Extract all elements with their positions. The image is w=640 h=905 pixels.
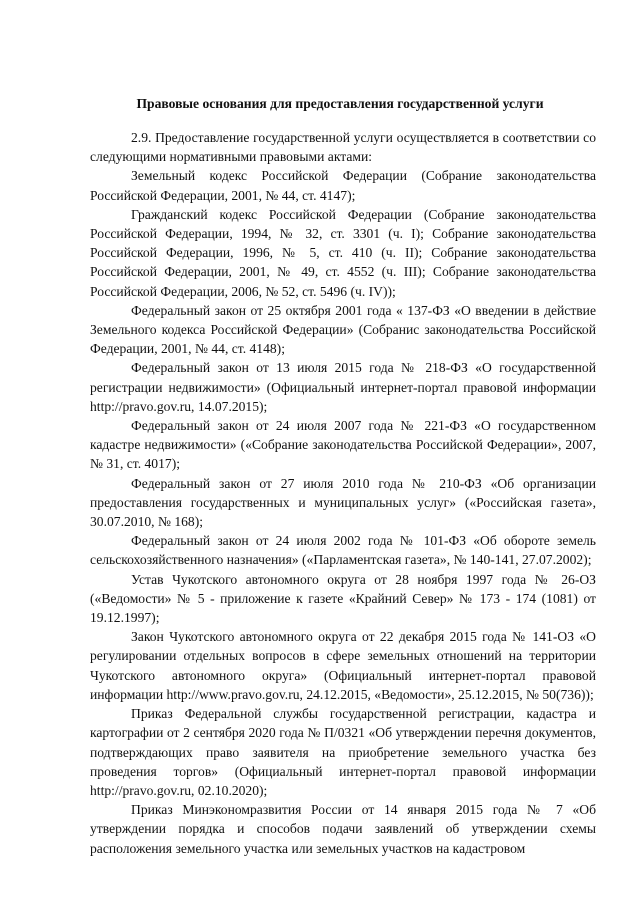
paragraph-order-p0321: Приказ Федеральной службы государственной регистрации, кадастра и картографии от 2 сентября 2020 года № П/0321 «Об утверждении перечня документов, подтверждающих право заявителя на приобретение земельного участка без проведения торгов» (Официальный интернет-портал правовой информации http://pravo.gov.ru, 02.10.2020); xyxy=(90,706,596,798)
paragraph-charter: Устав Чукотского автономного округа от 28 ноября 1997 года № 26-ОЗ («Ведомости» № 5 - приложение к газете «Крайний Север» № 173 - 174 (1081) от 19.12.1997); xyxy=(90,571,596,626)
paragraph-law-221: Федеральный закон от 24 июля 2007 года № 221-ФЗ «О государственном кадастре недвижимости» («Собрание законодательства Российской Федерации», 2007, № 31, ст. 4017); xyxy=(90,418,596,472)
paragraph-law-210: Федеральный закон от 27 июля 2010 года № 210-ФЗ «Об организации предоставления государственных и муниципальных услуг» («Российская газета», 30.07.2010, № 168); xyxy=(90,475,596,530)
paragraph-civil-code: Гражданский кодекс Российской Федерации (Собрание законодательства Российской Федерации, 1994, № 32, ст. 3301 (ч. I); Собрание законодательства Российской Федерации, 1996, № 5, ст. 410 (ч. II); Собрание законодательства Российской Федерации, 2001, № 49, ст. 4552 (ч. III); Собрание законодательства Российской Федерации, 2006, № 52, ст. 5496 (ч. IV)); xyxy=(90,206,596,299)
paragraph-law-218: Федеральный закон от 13 июля 2015 года № 218-ФЗ «О государственной регистрации недвижимости» (Официальный интернет-портал правовой информации http://pravo.gov.ru, 14.07.2015); xyxy=(90,360,596,414)
document-page xyxy=(90,95,596,858)
paragraph-law-101: Федеральный закон от 24 июля 2002 года № 101-ФЗ «Об обороте земель сельскохозяйственного назначения» («Парламентская газета», № 140-141, 27.07.2002); xyxy=(90,533,596,568)
paragraph-order-7: Приказ Минэкономразвития России от 14 января 2015 года № 7 «Об утверждении порядка и способов подачи заявлений об утверждении схемы расположения земельного участка или земельных участков на кадастровом xyxy=(90,802,596,856)
paragraph-intro: 2.9. Предоставление государственной услуги осуществляется в соответствии со следующими нормативными правовыми актами: xyxy=(90,130,596,165)
paragraph-law-137: Федеральный закон от 25 октября 2001 года « 137-ФЗ «О введении в действие Земельного кодекса Российской Федерации» (Собранис законодательства Российской Федерации, 2001, № 44, ст. 4148); xyxy=(90,302,596,357)
paragraph-land-code: Земельный кодекс Российской Федерации (Собрание законодательства Российской Федерации, 2001, № 44, ст. 4147); xyxy=(90,168,596,203)
paragraph-law-141-oz: Закон Чукотского автономного округа от 22 декабря 2015 года № 141-ОЗ «О регулировании отдельных вопросов в сфере земельных отношений на территории Чукотского автономного округа» (Официальный интернет-портал правовой информации http://www.pravo.gov.ru, 24.12.2015, «Ведомости», 25.12.2015, № 50(736)); xyxy=(90,629,596,702)
section-heading: Правовые основания для предоставления государственной услуги xyxy=(136,96,544,111)
